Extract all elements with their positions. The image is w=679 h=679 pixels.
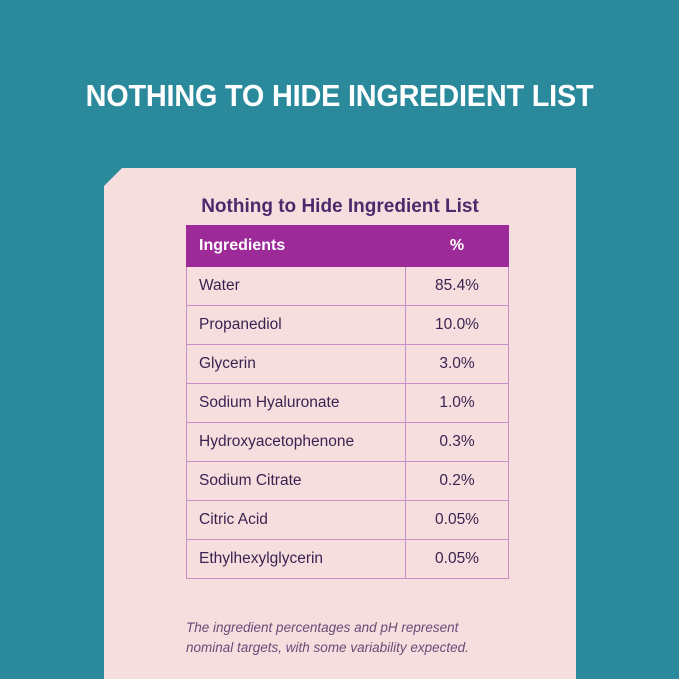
cell-ingredient-percent: 85.4% xyxy=(406,267,509,306)
table-row xyxy=(187,384,509,423)
cell-ingredient-name: Ethylhexylglycerin xyxy=(187,540,406,579)
table-row xyxy=(187,462,509,501)
cell-ingredient-percent: 0.05% xyxy=(406,540,509,579)
cell-ingredient-name: Glycerin xyxy=(187,345,406,384)
table-row xyxy=(187,345,509,384)
cell-ingredient-percent: 0.3% xyxy=(406,423,509,462)
ingredient-table xyxy=(186,225,509,579)
cell-ingredient-percent: 0.05% xyxy=(406,501,509,540)
cell-ingredient-name: Water xyxy=(187,267,406,306)
cell-ingredient-percent: 3.0% xyxy=(406,345,509,384)
card-title: Nothing to Hide Ingredient List xyxy=(201,196,479,217)
column-header-ingredients: Ingredients xyxy=(187,226,406,267)
cell-ingredient-name: Citric Acid xyxy=(187,501,406,540)
column-header-percent: % xyxy=(406,226,509,267)
table-row xyxy=(187,306,509,345)
table-body xyxy=(187,267,509,579)
page-headline: NOTHING TO HIDE INGREDIENT LIST xyxy=(85,78,594,113)
table-row xyxy=(187,540,509,579)
table-row xyxy=(187,423,509,462)
ingredient-card xyxy=(104,168,576,679)
cell-ingredient-name: Sodium Hyaluronate xyxy=(187,384,406,423)
table-head xyxy=(187,226,509,267)
cell-ingredient-name: Hydroxyacetophenone xyxy=(187,423,406,462)
cell-ingredient-percent: 0.2% xyxy=(406,462,509,501)
table-header-row xyxy=(187,226,509,267)
table-row xyxy=(187,267,509,306)
table-row xyxy=(187,501,509,540)
card-corner-cut xyxy=(104,168,122,186)
cell-ingredient-percent: 1.0% xyxy=(406,384,509,423)
cell-ingredient-name: Propanediol xyxy=(187,306,406,345)
ingredient-footnote: The ingredient percentages and pH represent nominal targets, with some variability expected. xyxy=(186,620,469,655)
cell-ingredient-percent: 10.0% xyxy=(406,306,509,345)
ingredient-table-wrap xyxy=(186,225,494,579)
cell-ingredient-name: Sodium Citrate xyxy=(187,462,406,501)
